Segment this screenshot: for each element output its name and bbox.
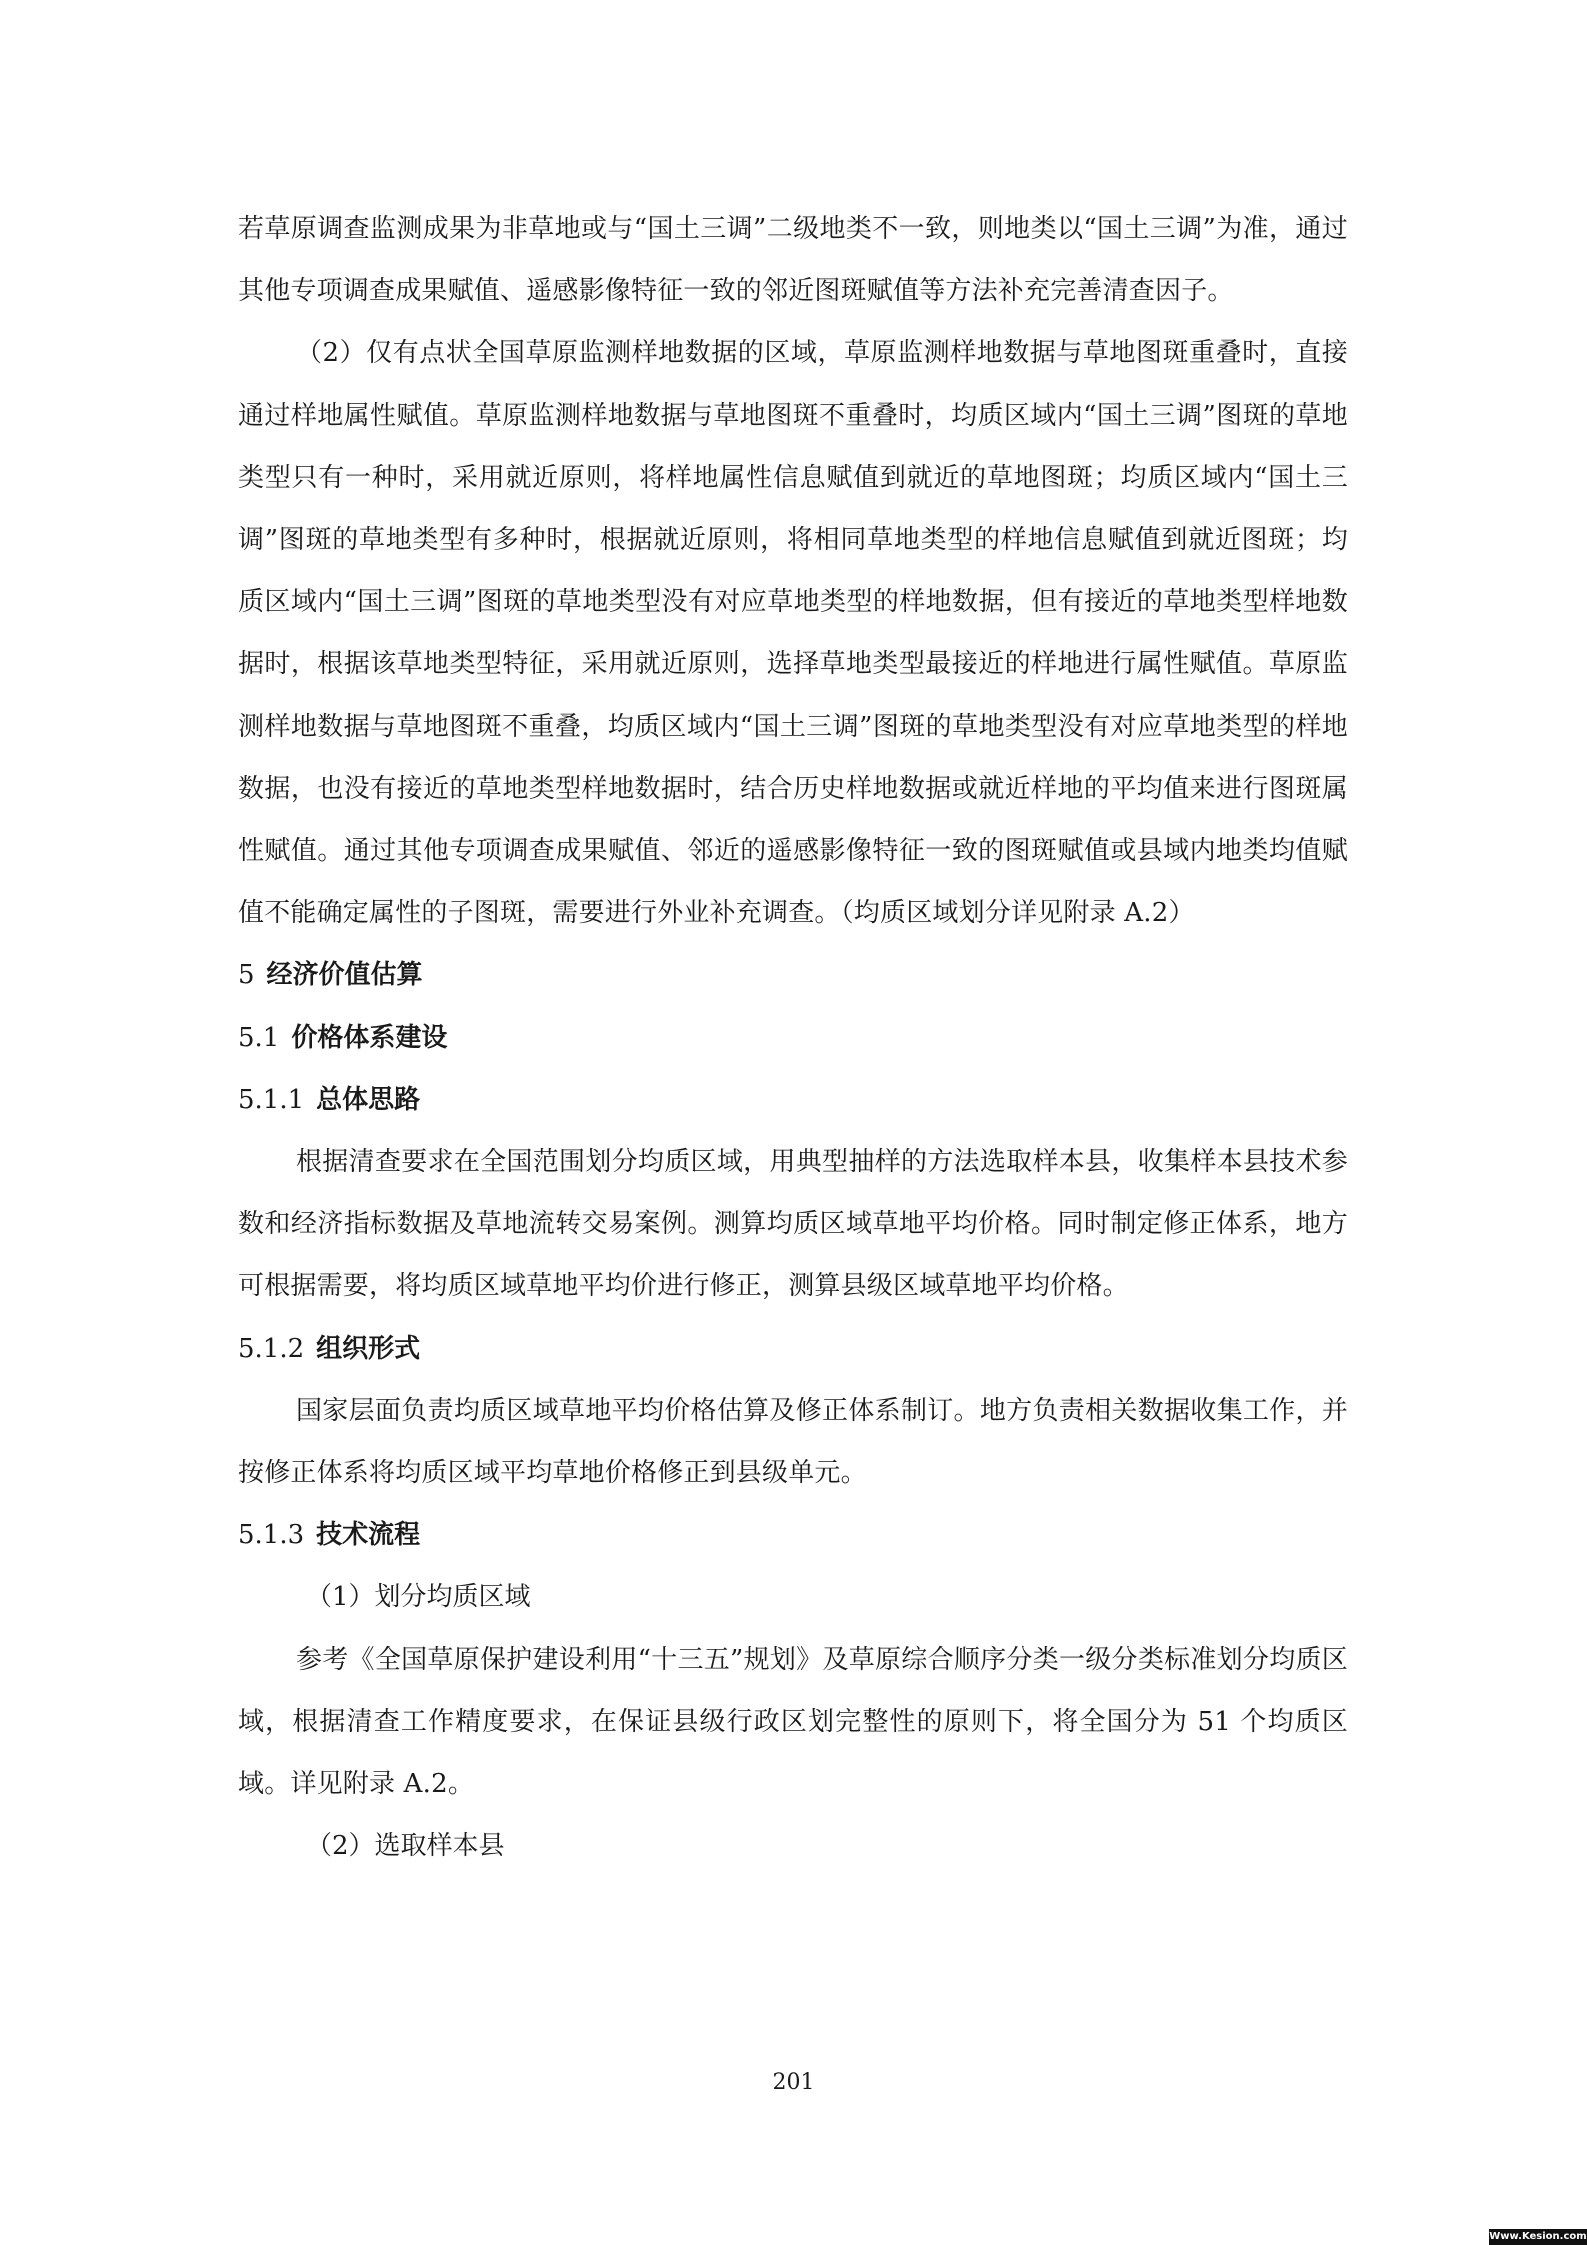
heading-title: 组织形式: [316, 1333, 421, 1364]
heading-5-1: [238, 1007, 1348, 1069]
heading-5-1-2: [238, 1318, 1348, 1380]
paragraph-point-sample-data: （2）仅有点状全国草原监测样地数据的区域，草原监测样地数据与草地图斑重叠时，直接通过样地属性赋值。草原监测样地数据与草地图斑不重叠时，均质区域内“国土三调”图斑的草地类型只有一种时，采用就近原则，将样地属性信息赋值到就近的草地图斑；均质区域内“国土三调”图斑的草地类型有多种时，根据就近原则，将相同草地类型的样地信息赋值到就近图斑；均质区域内“国土三调”图斑的草地类型没有对应草地类型的样地数据，但有接近的草地类型样地数据时，根据该草地类型特征，采用就近原则，选择草地类型最接近的样地进行属性赋值。草原监测样地数据与草地图斑不重叠，均质区域内“国土三调”图斑的草地类型没有对应草地类型的样地数据，也没有接近的草地类型样地数据时，结合历史样地数据或就近样地的平均值来进行图斑属性赋值。通过其他专项调查成果赋值、邻近的遥感影像特征一致的图斑赋值或县域内地类均值赋值不能确定属性的子图斑，需要进行外业补充调查。（均质区域划分详见附录 A.2）: [238, 338, 1348, 929]
heading-title: 经济价值估算: [266, 960, 423, 991]
heading-number: 5.1: [238, 1022, 280, 1053]
heading-5-1-1: [238, 1069, 1348, 1131]
paragraph-organization: 国家层面负责均质区域草地平均价格估算及修正体系制订。地方负责相关数据收集工作，并按修正体系将均质区域平均草地价格修正到县级单元。: [238, 1395, 1348, 1489]
heading-5: [238, 944, 1348, 1006]
paragraph-overall-approach: 根据清查要求在全国范围划分均质区域，用典型抽样的方法选取样本县，收集样本县技术参数和经济指标数据及草地流转交易案例。测算均质区域草地平均价格。同时制定修正体系，地方可根据需要，将均质区域草地平均价进行修正，测算县级区域草地平均价格。: [238, 1147, 1348, 1302]
heading-5-1-3: [238, 1504, 1348, 1566]
heading-title: 技术流程: [316, 1520, 421, 1551]
heading-number: 5.1.2: [238, 1333, 305, 1364]
list-item-select-sample-counties: （2）选取样本县: [306, 1831, 505, 1862]
heading-number: 5.1.3: [238, 1520, 305, 1551]
document-body: [238, 198, 1348, 1877]
page-number: 201: [772, 2070, 815, 2095]
heading-number: 5.1.1: [238, 1084, 305, 1115]
list-item-divide-regions: （1）划分均质区域: [306, 1582, 531, 1613]
watermark-logo: Www.Kesion.com: [1489, 2229, 1587, 2245]
paragraph-grass-classification: 若草原调查监测成果为非草地或与“国土三调”二级地类不一致，则地类以“国土三调”为准，通过其他专项调查成果赋值、遥感影像特征一致的邻近图斑赋值等方法补充完善清查因子。: [238, 214, 1348, 307]
heading-number: 5: [238, 960, 255, 991]
paragraph-region-division: 参考《全国草原保护建设利用“十三五”规划》及草原综合顺序分类一级分类标准划分均质区域，根据清查工作精度要求，在保证县级行政区划完整性的原则下，将全国分为 51 个均质区域。详见附录 A.2。: [238, 1644, 1348, 1800]
heading-title: 价格体系建设: [291, 1022, 448, 1053]
heading-title: 总体思路: [316, 1084, 421, 1115]
